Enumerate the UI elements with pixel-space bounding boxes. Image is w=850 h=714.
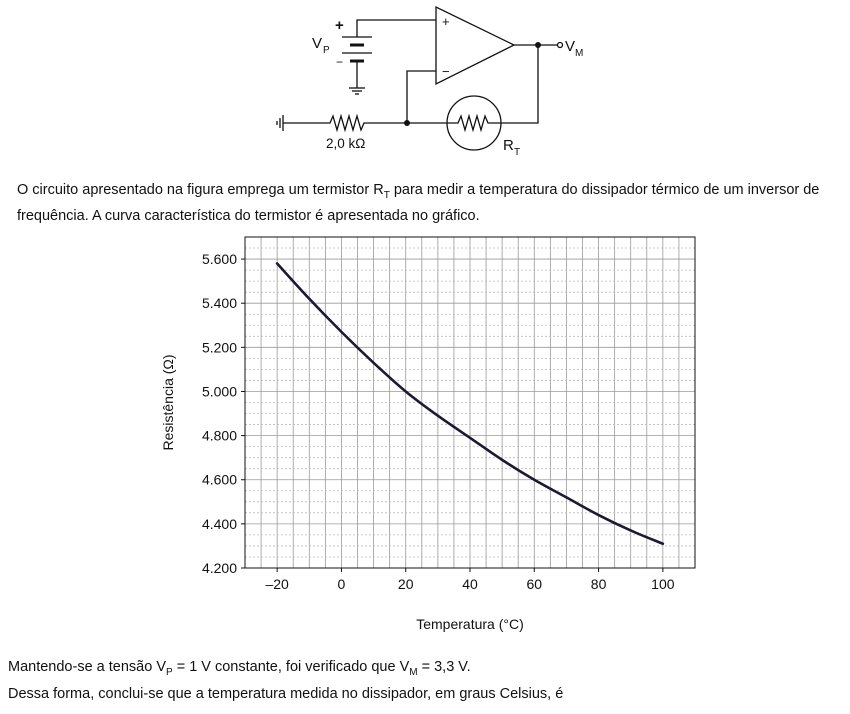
chart-ticks <box>202 251 675 592</box>
battery-minus-sign: − <box>336 55 344 69</box>
battery-plus-sign: + <box>335 17 344 34</box>
opamp-plus-label: + <box>442 14 450 29</box>
question-line-1 <box>8 657 838 683</box>
source-label-sub: P <box>323 45 330 56</box>
y-tick-label: 5.600 <box>201 251 237 268</box>
x-tick-label: –20 <box>265 576 289 592</box>
question-text-b: = 1 V constante, foi verificado que V <box>172 659 410 675</box>
resistance-temperature-chart <box>0 225 850 645</box>
intro-paragraph <box>17 180 847 227</box>
question-sub-p: P <box>166 666 173 678</box>
resistor-zigzag <box>283 116 407 130</box>
question-text-c: = 3,3 V. <box>417 659 471 675</box>
question-text-a: Mantendo-se a tensão V <box>8 659 166 675</box>
x-tick-label: 100 <box>651 576 675 592</box>
question-text-2: Dessa forma, conclui-se que a temperatura medida no dissipador, em graus Celsius, é <box>8 686 564 702</box>
intro-text-1: O circuito apresentado na figura emprega um termistor R <box>17 182 384 198</box>
x-tick-label: 60 <box>526 576 543 592</box>
thermistor-zigzag <box>454 116 498 130</box>
y-tick-label: 5.000 <box>201 383 237 400</box>
y-tick-label: 4.400 <box>201 515 237 532</box>
wire-feedback-right <box>498 45 538 123</box>
thermistor-label-sub: T <box>514 147 521 158</box>
x-tick-label: 80 <box>590 576 607 592</box>
opamp-minus-label: − <box>442 64 450 79</box>
output-terminal <box>558 43 563 48</box>
y-tick-label: 4.800 <box>201 427 237 444</box>
thermistor-label: R <box>503 137 514 154</box>
junction-dot-output <box>535 42 541 48</box>
chart-grid <box>245 237 695 568</box>
x-tick-label: 20 <box>397 576 414 592</box>
y-tick-label: 5.200 <box>201 339 237 356</box>
resistor-label: 2,0 kΩ <box>326 136 366 151</box>
question-sub-m: M <box>409 666 418 678</box>
output-label: V <box>565 38 576 55</box>
circuit-diagram <box>0 0 850 165</box>
junction-dot-left <box>404 120 410 126</box>
output-label-sub: M <box>575 48 584 59</box>
question-line-2 <box>8 684 838 705</box>
source-label: V <box>312 35 323 52</box>
x-tick-label: 0 <box>337 576 346 592</box>
y-tick-label: 5.400 <box>201 295 237 312</box>
intro-sub: T <box>383 189 390 201</box>
wire-minus-input <box>407 71 436 123</box>
x-tick-label: 40 <box>462 576 478 592</box>
wire-plus-input <box>357 20 436 37</box>
y-tick-label: 4.200 <box>201 560 237 576</box>
y-tick-label: 4.600 <box>201 471 237 488</box>
y-axis-label: Resistência (Ω) <box>160 354 176 451</box>
intro-text-2: para medir a temperatura do dissipador térmico de um inversor de frequência. A curva característica do termistor é apresentada no gráfico. <box>17 182 820 224</box>
x-axis-label: Temperatura (°C) <box>416 616 524 632</box>
